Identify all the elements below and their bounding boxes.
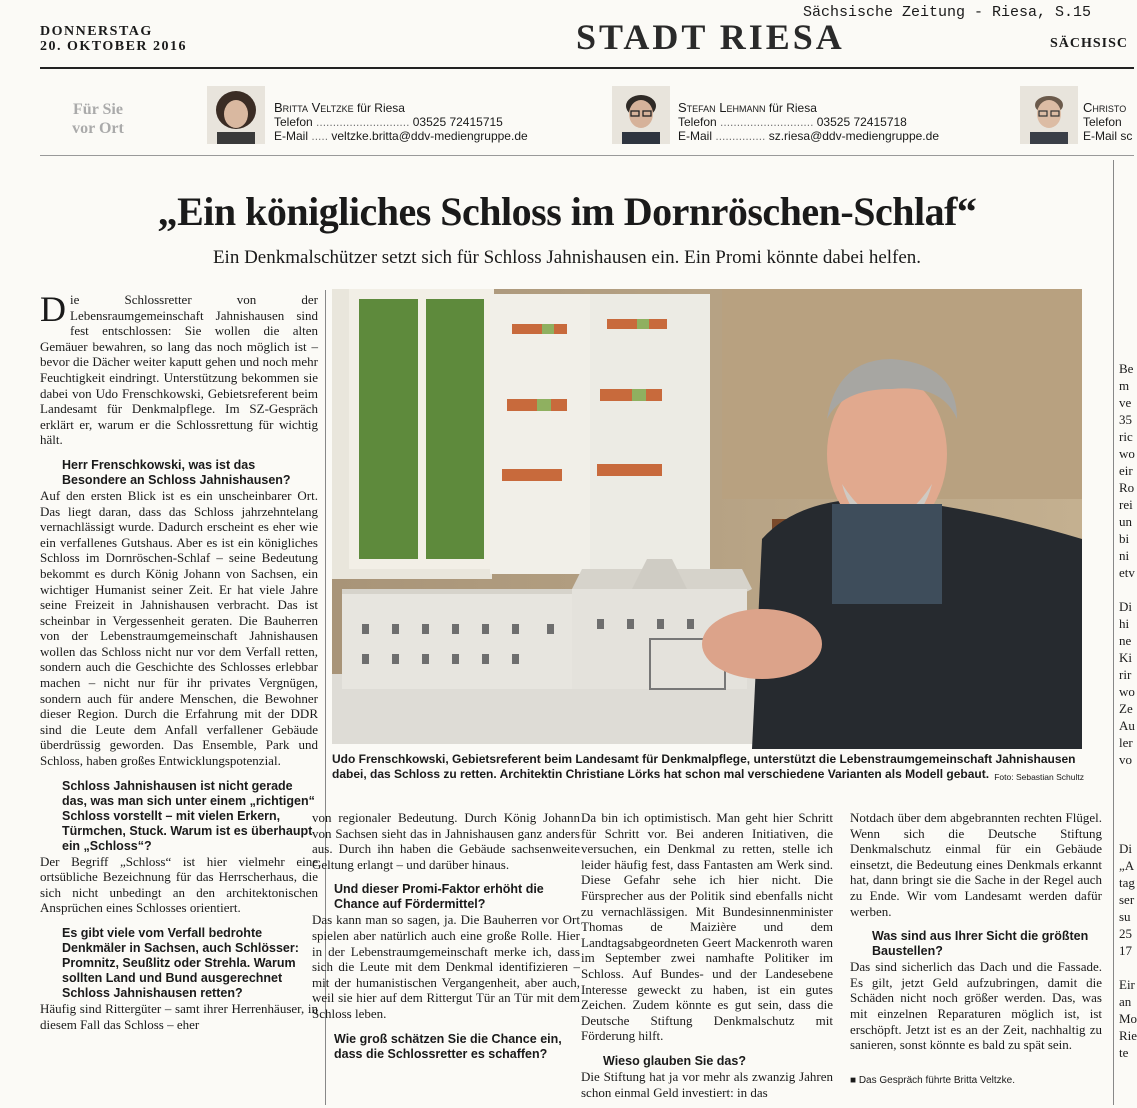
contact-box-rule [40, 155, 1134, 156]
interview-answer: Da bin ich optimistisch. Man geht hier Schritt für Schritt vor. Bei anderen Initiativen, die versuchen, ein Denkmal zu retten, stelle ich leider häufig fest, dass Fantasten am Werk sind. Diese Gefahr sehe ich hier nicht. Die Fürsprecher aus der Politik sind ebenfalls nicht zu vernachlässigen. Mit Bundesinnenminister Thomas de Maizière und dem Landtagsabgeordneten Geert Mackenroth waren im September zwei namhafte Politiker im Schloss. Auf Bundes- und der Landesebene Interesse geweckt zu haben, ist ein gutes Zeichen. Zudem könnte es gut sein, dass die Deutsche Stiftung Denkmalschutz mit Förderung hilft. [581, 810, 833, 1044]
avatar [207, 86, 265, 144]
interview-answer: Die Stiftung hat ja vor mehr als zwanzig Jahren schon einmal Geld investiert: in das [581, 1068, 833, 1100]
article-column-2 [312, 810, 580, 1062]
portrait-man-glasses-icon [612, 86, 670, 144]
contact-box-label: Für Sie vor Ort [72, 101, 124, 137]
interview-question: Herr Frenschkowski, was ist das Besondere an Schloss Jahnishausen? [62, 457, 291, 487]
contact-name: Stefan Lehmann [678, 100, 766, 115]
article-column-3 [581, 810, 833, 1100]
section-title: STADT RIESA [576, 17, 845, 57]
interview-question: Schloss Jahnishausen ist nicht gerade das, was man sich unter einem „richtigen“ Schloss vorstellt – mit vielen Erkern, Türmchen, Stuck. Warum ist es überhaupt ein „Schloss“? [62, 778, 315, 853]
right-article-divider [1113, 160, 1114, 1105]
dateline [40, 24, 187, 54]
article-intro: Die Schlossretter von der Lebensraumgemeinschaft Jahnishausen sind fest entschlossen: Sie wollen die alten Gemäuer bewahren, so lang das noch möglich ist – bevor die Dächer weiter kaputt gehen und noch mehr Feuchtigkeit eindringt. Unterstützung bekommen sie dabei von Udo Frenschkowski, Gebietsreferent beim Landesamt für Denkmalpflege. Im SZ-Gespräch erklärt er, warum er die Schlossrettung für wichtig hält. [40, 289, 318, 448]
interview-question: Wieso glauben Sie das? [603, 1053, 746, 1068]
interview-question: Wie groß schätzen Sie die Chance ein, dass die Schlossretter es schaffen? [334, 1031, 562, 1061]
article-photo [332, 289, 1082, 744]
next-article-fragment: Be m ve 35 ric wo eir Ro rei un bi ni etv Di hi ne Ki rir wo Ze Au ler vo [1119, 361, 1135, 767]
contact-card-lehmann: Stefan Lehmann für Riesa Telefon ............................ 03525 72415718 E-Mail ............... sz.riesa@ddv-mediengruppe.de [678, 100, 939, 143]
next-article-fragment-lower: Di „A tag ser su 25 17 Eir an Mo Rie te [1119, 841, 1137, 1060]
portrait-man-glasses-icon [1020, 86, 1078, 144]
issue-date: 20. OKTOBER 2016 [40, 39, 188, 54]
avatar [612, 86, 670, 144]
contact-name: Britta Veltzke [274, 100, 354, 115]
interview-answer: Das kann man so sagen, ja. Die Bauherren vor Ort spielen aber natürlich auch eine große Rolle. Hier in der Lebenstraumgemeinschaft merke ich, dass sich die Leute mit dem Denkmal identifizieren – mit der humanistischen Vergangenheit, aber auch, weil sie hier auf dem Rittergut Tür an Tür mit dem Schloss leben. [312, 912, 580, 1021]
photo-caption: Udo Frenschkowski, Gebietsreferent beim Landesamt für Denkmalpflege, unterstützt die Lebenstraumgemeinschaft Jahnishausen dabei, das Schloss zu retten. Architektin Christiane Lörks hat schon mal verschiedene Varianten als Modell gebaut. Foto: Sebastian Schultz [332, 752, 1084, 785]
masthead-right-cut: SÄCHSISC [1050, 36, 1129, 51]
article-column-1 [40, 289, 318, 1032]
interview-question: Was sind aus Ihrer Sicht die größten Baustellen? [872, 929, 1089, 959]
source-stamp: Sächsische Zeitung - Riesa, S.15 [803, 4, 1092, 21]
masthead-rule [40, 67, 1134, 69]
photo-illustration [332, 289, 1082, 744]
contact-email: sz.riesa@ddv-mediengruppe.de [768, 129, 939, 143]
interview-question: Es gibt viele vom Verfall bedrohte Denkmäler in Sachsen, auch Schlösser: Promnitz, Seußlitz oder Strehla. Warum sollten Land und Bund ausgerechnet Schloss Jahnishausen retten? [62, 926, 299, 1000]
interview-answer: Notdach über dem abgebrannten rechten Flügel. Wenn sich die Deutsche Stiftung Denkmalschutz einmal für ein Gebäude einsetzt, die Bedeutung eines Denkmals erkannt hat, dann bringt sie die Sache in der Regel auch zu Ende. Wir vom Landesamt werden dafür werben. [850, 810, 1102, 919]
photo-credit: Foto: Sebastian Schultz [994, 772, 1084, 782]
interview-answer: Auf den ersten Blick ist es ein unscheinbarer Ort. Das liegt daran, dass das Schloss jahrzehntelang vernachlässigt wurde. Dadurch erscheint es eher wie ein verfallenes Gutshaus. Aber es ist ein königliches Schloss im Dornröschen-Schlaf – seine Bedeutung bekommt es durch König Johann von Sachsen, ein wichtiger Humanist seiner Zeit. Er hat viele Jahre seine Freizeit in Jahnishausen verbracht. Das ist scheinbar in Vergessenheit geraten. Die Bauherren von der Lebenstraumgemeinschaft Jahnishausen wollen das Schloss nicht nur vor dem Verfall retten, sondern auch die Geschichte des Schlosses erlebbar machen – nicht nur für ihr privates Vergnügen, sondern auch für andere Menschen, die Bewohner dieser Region. Durch die Erfahrung mit der DDR sind die Leute dem Anfall verfallener Gebäude überdrüssig geworden. Das Ensemble, Park und Schloss, haben großes Entwicklungspotenzial. [40, 487, 318, 769]
portrait-woman-icon [207, 86, 265, 144]
weekday: DONNERSTAG [40, 24, 153, 39]
interview-answer: Häufig sind Rittergüter – samt ihrer Herrenhäuser, in diesem Fall das Schloss – eher [40, 1001, 318, 1032]
article-column-4 [850, 810, 1102, 1088]
interview-question: Und dieser Promi-Faktor erhöht die Chance auf Fördermittel? [334, 882, 544, 912]
article-headline: „Ein königliches Schloss im Dornröschen-Schlaf“ [157, 189, 977, 234]
contact-phone: 03525 72415715 [412, 115, 503, 129]
interview-answer: Der Begriff „Schloss“ ist hier vielmehr eine ortsübliche Bezeichnung für das Herrscherhaus, die sich nicht unbedingt an den architektonischen Ansprüchen eines Schlosses orientiert. [40, 853, 318, 916]
contact-phone: 03525 72415718 [816, 115, 907, 129]
drop-cap: D [40, 289, 66, 329]
contact-email: veltzke.britta@ddv-mediengruppe.de [331, 129, 528, 143]
article-byline: ■ Das Gespräch führte Britta Veltzke. [850, 1074, 1016, 1086]
interview-answer: von regionaler Bedeutung. Durch König Johann von Sachsen sieht das in Jahnishausen ganz anders aus. Durch ihn haben die Gebäude sachsenweite Geltung erlangt – und darüber hinaus. [312, 810, 580, 872]
contact-card-veltzke: Britta Veltzke für Riesa Telefon ............................ 03525 72415715 E-Mail ..... veltzke.britta@ddv-mediengruppe.de [274, 100, 528, 143]
contact-card-truncated: Christo Telefon E-Mail sc [1083, 100, 1133, 143]
avatar [1020, 86, 1078, 144]
interview-answer: Das sind sicherlich das Dach und die Fassade. Es gilt, jetzt Geld aufzubringen, damit die Schäden nicht noch größer werden. Das, was mit einzelnen Reparaturen möglich ist, ist erschöpft. Jetzt ist es an der Zeit, nachhaltig zu sanieren, sonst könnte es bald zu spät sein. [850, 959, 1102, 1053]
article-subheadline: Ein Denkmalschützer setzt sich für Schloss Jahnishausen ein. Ein Promi könnte dabei helfen. [212, 247, 922, 268]
